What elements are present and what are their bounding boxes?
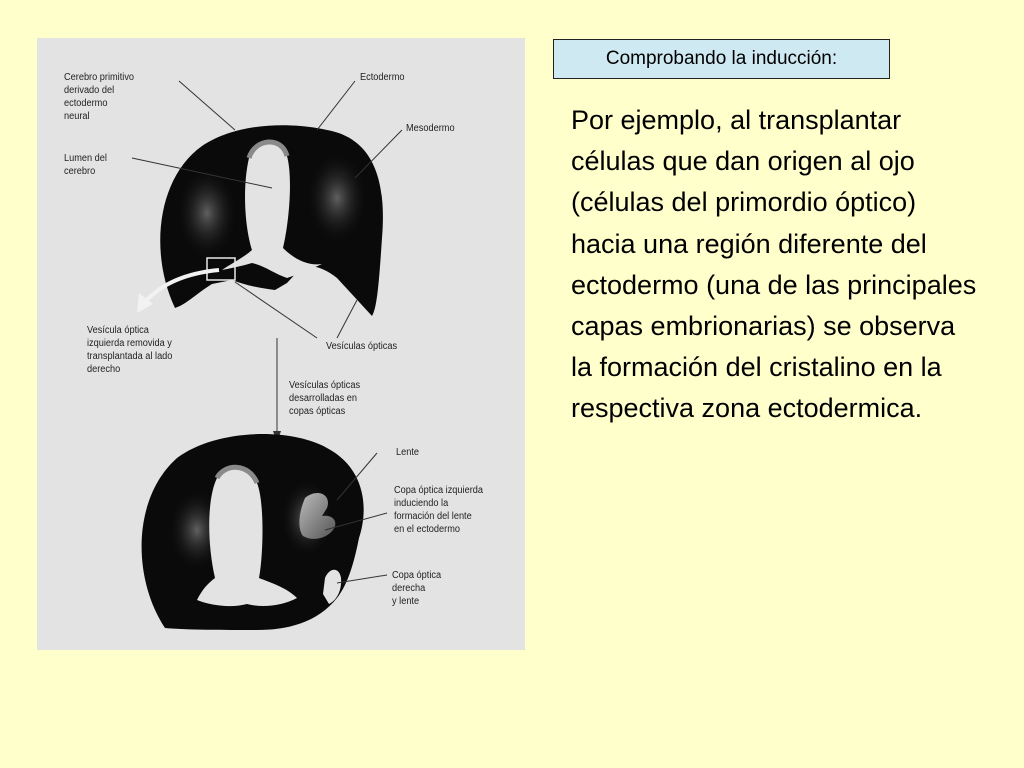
label-mesodermo: Mesodermo — [406, 123, 455, 134]
label-vesiculas-desarrolladas: Vesículas ópticas desarrolladas en copas ópticas — [289, 380, 361, 417]
label-ectodermo: Ectodermo — [360, 72, 405, 83]
embryo-diagram — [37, 38, 525, 650]
slide-body-text: Por ejemplo, al transplantar células que dan origen al ojo (células del primordio óptico) hacia una región diferente del ectodermo (una de las principales capas embrionarias) se observa la formación del cristalino en la respectiva zona ectodermica. — [571, 105, 977, 424]
bottom-embryo-section — [142, 434, 364, 630]
top-embryo-section — [160, 125, 383, 316]
label-copa-izquierda: Copa óptica izquierda induciendo la formación del lente en el ectodermo — [394, 485, 483, 535]
slide-title: Comprobando la inducción: — [553, 39, 890, 79]
label-lente: Lente — [396, 447, 420, 458]
label-copa-derecha: Copa óptica derecha y lente — [392, 570, 442, 607]
label-vesicula-removida: Vesícula óptica izquierda removida y transplantada al lado derecho — [87, 325, 173, 375]
label-lumen-cerebro: Lumen del cerebro — [64, 153, 107, 177]
label-cerebro-primitivo: Cerebro primitivo derivado del ectodermo neural — [64, 72, 135, 122]
label-vesiculas-opticas: Vesículas ópticas — [326, 341, 398, 352]
